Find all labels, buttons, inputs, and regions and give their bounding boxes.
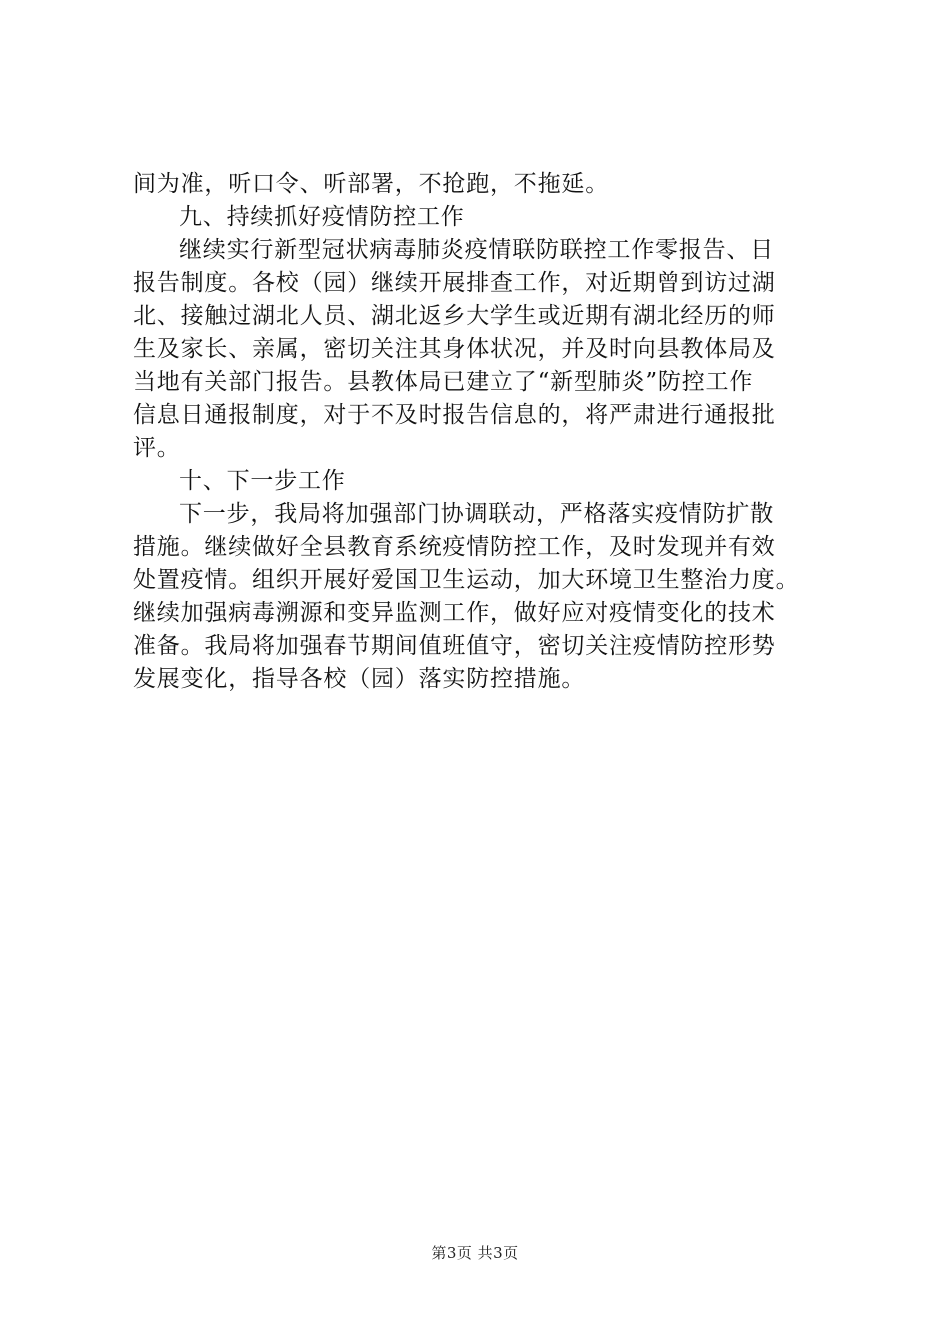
paragraph-line: 北、接触过湖北人员、湖北返乡大学生或近期有湖北经历的师	[133, 303, 776, 329]
paragraph-line: 当地有关部门报告。县教体局已建立了“新型肺炎”防控工作	[133, 369, 754, 395]
paragraph-line: 生及家长、亲属，密切关注其身体状况，并及时向县教体局及	[133, 336, 776, 362]
paragraph-line: 准备。我局将加强春节期间值班值守，密切关注疫情防控形势	[133, 633, 776, 659]
document-body	[133, 168, 833, 696]
paragraph-line: 信息日通报制度，对于不及时报告信息的，将严肃进行通报批	[133, 402, 776, 428]
page-number-footer: 第3页 共3页	[431, 1244, 519, 1262]
paragraph-line: 处置疫情。组织开展好爱国卫生运动，加大环境卫生整治力度。	[133, 567, 800, 593]
section-heading-nine: 九、持续抓好疫情防控工作	[179, 204, 465, 230]
section-heading-ten: 十、下一步工作	[179, 468, 346, 494]
paragraph-line: 下一步，我局将加强部门协调联动，严格落实疫情防扩散	[179, 501, 774, 527]
paragraph-line: 报告制度。各校（园）继续开展排查工作，对近期曾到访过湖	[133, 270, 776, 296]
paragraph-line: 措施。继续做好全县教育系统疫情防控工作，及时发现并有效	[133, 534, 776, 560]
paragraph-line: 继续加强病毒溯源和变异监测工作，做好应对疫情变化的技术	[133, 600, 776, 626]
paragraph-continuation-line: 间为准，听口令、听部署，不抢跑，不拖延。	[133, 171, 609, 197]
paragraph-line: 评。	[133, 435, 181, 461]
paragraph-line: 发展变化，指导各校（园）落实防控措施。	[133, 666, 586, 692]
paragraph-line: 继续实行新型冠状病毒肺炎疫情联防联控工作零报告、日	[179, 237, 774, 263]
